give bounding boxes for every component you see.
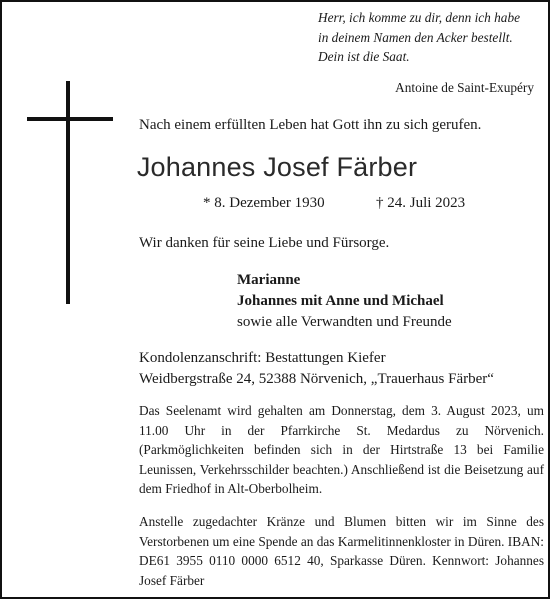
mourners-list [237,270,452,333]
deceased-name: Johannes Josef Färber [136,152,418,182]
mourner-name: Johannes mit Anne und Michael [237,293,444,309]
thanks-text: Wir danken für seine Liebe und Fürsorge. [139,235,390,251]
condolence-line: Kondolenzanschrift: Bestattungen Kiefer [139,350,386,366]
mourner-name: Marianne [237,272,301,288]
condolence-address [139,348,494,390]
donation-paragraph: Anstelle zugedachter Kränze und Blumen bitten wir im Sinne des Verstorbenen um eine Spende an das Karmelitinnenkloster in Düren. IBAN: DE61 3955 0110 0000 6512 40, Sparkasse Düren. Kennwort: Johannes Josef Färber [139,514,544,588]
quote-author: Antoine de Saint-Exupéry [395,80,534,95]
intro-text: Nach einem erfüllten Leben hat Gott ihn zu sich gerufen. [139,117,482,133]
cross-icon [27,81,113,304]
condolence-line: Weidbergstraße 24, 52388 Nörvenich, „Trauerhaus Färber“ [139,371,494,387]
epigraph-quote [318,8,544,67]
mourner-relatives: sowie alle Verwandten und Freunde [237,314,452,330]
death-date: † 24. Juli 2023 [376,195,466,211]
quote-line: in deinem Namen den Acker bestellt. [318,29,513,45]
service-paragraph: Das Seelenamt wird gehalten am Donnerstag, dem 3. August 2023, um 11.00 Uhr in der Pfarrkirche St. Medardus zu Nörvenich. (Parkmöglichkeiten befinden sich in der Hirtstraße 13 bei Familie Leunissen, Verkehrsschilder beachten.) Anschließend ist die Beisetzung auf dem Friedhof in Alt-Oberbolheim. [139,403,544,496]
birth-date: * 8. Dezember 1930 [203,195,325,211]
quote-line: Dein ist die Saat. [318,49,410,64]
quote-line: Herr, ich komme zu dir, denn ich habe [318,10,521,25]
